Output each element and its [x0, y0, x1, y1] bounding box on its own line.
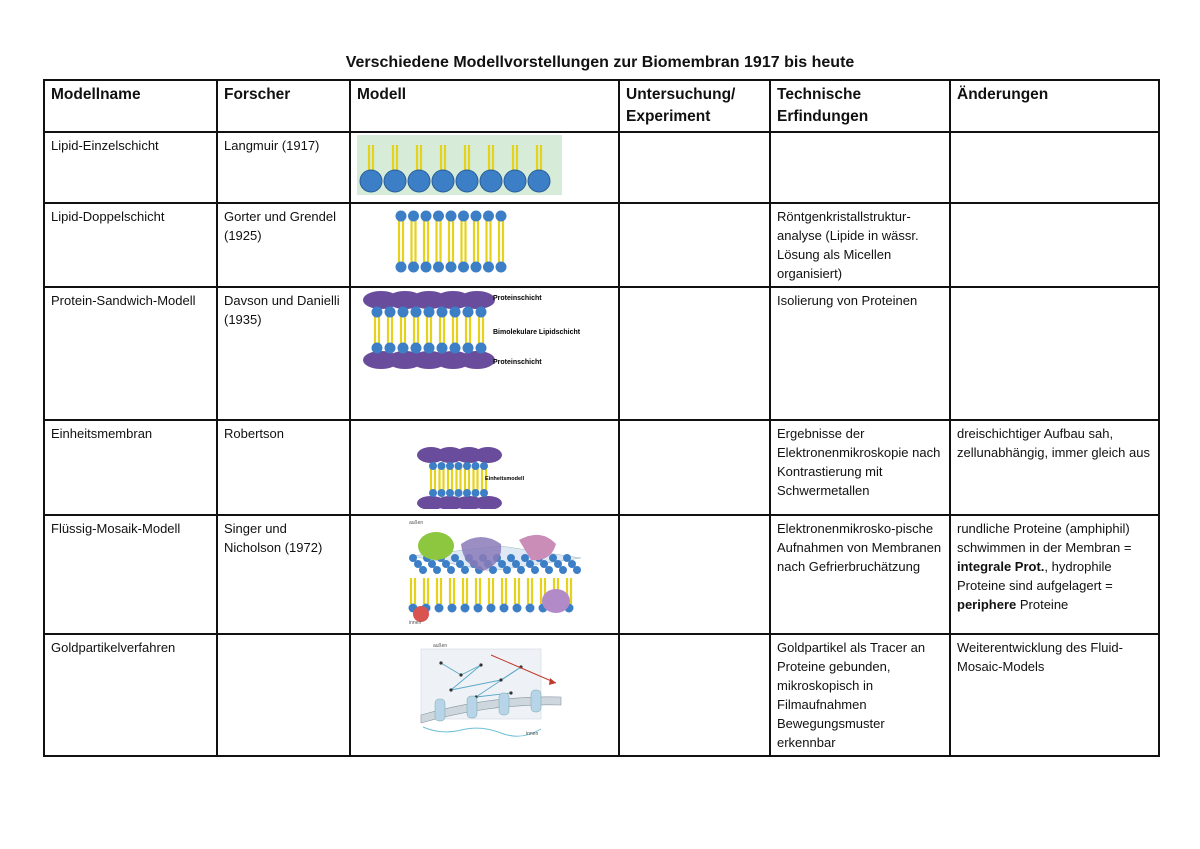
cell-model-name: Protein-Sandwich-Modell — [44, 287, 217, 420]
cell-experiment — [619, 203, 770, 287]
cell-technical — [770, 132, 950, 203]
table-header-row — [44, 80, 1159, 132]
cell-experiment — [619, 420, 770, 515]
cell-model-name: Lipid-Doppelschicht — [44, 203, 217, 287]
figure-label-inside: innen — [526, 731, 539, 737]
cell-technical: Röntgenkristallstruktur-analyse (Lipide in wässr. Lösung als Micellen organisiert) — [770, 203, 950, 287]
table-row — [44, 203, 1159, 287]
cell-model-name: Goldpartikelverfahren — [44, 634, 217, 756]
cell-experiment — [619, 287, 770, 420]
cell-researcher: Robertson — [217, 420, 350, 515]
cell-technical: Elektronenmikrosko-pische Aufnahmen von Membranen nach Gefrierbruchätzung — [770, 515, 950, 634]
cell-technical: Isolierung von Proteinen — [770, 287, 950, 420]
cell-figure — [350, 287, 619, 420]
cell-figure — [350, 132, 619, 203]
lipid-monolayer-figure — [351, 133, 616, 197]
table-row — [44, 420, 1159, 515]
header-modellname: Modellname — [44, 80, 217, 132]
cell-figure — [350, 634, 619, 756]
figure-label-protein-bottom: Proteinschicht — [493, 359, 542, 366]
fluid-mosaic-figure — [351, 516, 616, 628]
changes-text: rundliche Proteine (amphiphil) schwimmen in der Membran = integrale Prot., hydrophile Proteine sind aufgelagert = periphere Proteine — [957, 521, 1132, 612]
figure-label-unit-model: Einheitsmodell — [485, 476, 525, 482]
changes-text: Weiterentwicklung des Fluid-Mosaic-Models — [957, 640, 1123, 674]
gold-particle-figure — [351, 635, 616, 747]
cell-researcher: Singer und Nicholson (1972) — [217, 515, 350, 634]
figure-label-inside: innen — [409, 620, 422, 626]
figure-label-outside: außen — [409, 520, 424, 526]
table-row — [44, 132, 1159, 203]
cell-changes — [950, 634, 1159, 756]
cell-model-name: Flüssig-Mosaik-Modell — [44, 515, 217, 634]
cell-researcher: Davson und Danielli (1935) — [217, 287, 350, 420]
cell-figure — [350, 203, 619, 287]
header-forscher: Forscher — [217, 80, 350, 132]
cell-changes — [950, 515, 1159, 634]
cell-researcher — [217, 634, 350, 756]
changes-text: dreischichtiger Aufbau sah, zellunabhängig, immer gleich aus — [957, 426, 1150, 460]
models-table — [43, 79, 1160, 757]
header-modell: Modell — [350, 80, 619, 132]
cell-figure — [350, 515, 619, 634]
cell-changes — [950, 203, 1159, 287]
protein-sandwich-figure — [351, 288, 616, 414]
cell-model-name: Einheitsmembran — [44, 420, 217, 515]
unit-membrane-figure — [351, 421, 616, 509]
page-title: Verschiedene Modellvorstellungen zur Biomembran 1917 bis heute — [345, 54, 855, 71]
cell-technical: Ergebnisse der Elektronenmikroskopie nach Kontrastierung mit Schwermetallen — [770, 420, 950, 515]
figure-label-protein-top: Proteinschicht — [493, 295, 542, 302]
cell-experiment — [619, 515, 770, 634]
cell-changes — [950, 287, 1159, 420]
header-untersuchung: Untersuchung/ Experiment — [619, 80, 770, 132]
cell-model-name: Lipid-Einzelschicht — [44, 132, 217, 203]
cell-technical: Goldpartikel als Tracer an Proteine gebunden, mikroskopisch in Filmaufnahmen Bewegungsmuster erkennbar — [770, 634, 950, 756]
header-technische-erfindungen: Technische Erfindungen — [770, 80, 950, 132]
figure-label-outside: außen — [433, 643, 448, 649]
cell-researcher: Gorter und Grendel (1925) — [217, 203, 350, 287]
cell-experiment — [619, 132, 770, 203]
cell-changes — [950, 132, 1159, 203]
cell-changes — [950, 420, 1159, 515]
cell-experiment — [619, 634, 770, 756]
cell-figure — [350, 420, 619, 515]
table-row — [44, 287, 1159, 420]
table-row — [44, 515, 1159, 634]
table-row — [44, 634, 1159, 756]
lipid-bilayer-figure — [351, 204, 616, 278]
figure-label-lipid-layer: Bimolekulare Lipidschicht — [493, 329, 581, 336]
cell-researcher: Langmuir (1917) — [217, 132, 350, 203]
header-aenderungen: Änderungen — [950, 80, 1159, 132]
